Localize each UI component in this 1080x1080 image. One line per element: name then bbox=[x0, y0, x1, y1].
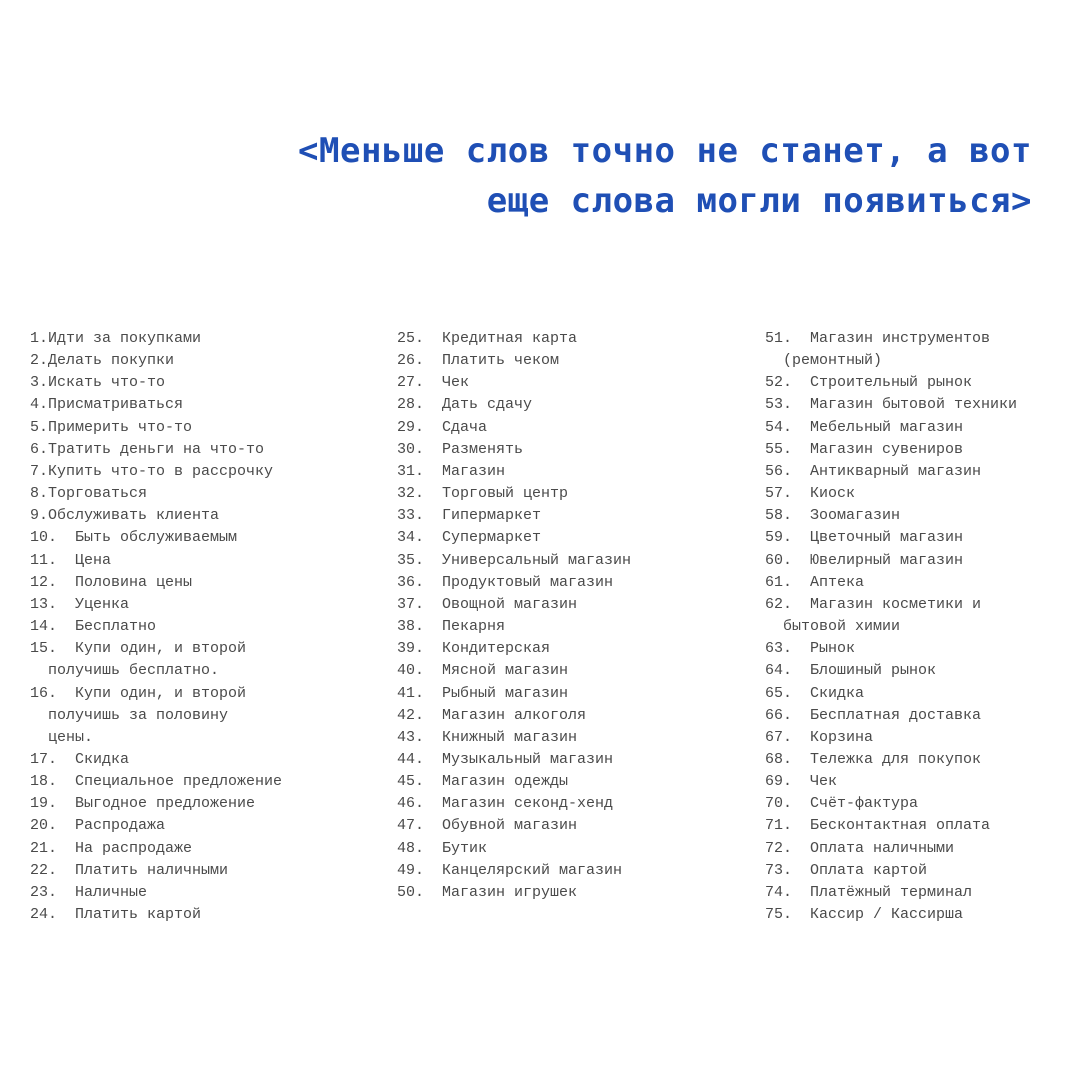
list-item-text: 7.Купить что-то в рассрочку bbox=[30, 462, 274, 480]
list-item-text: 58. Зоомагазин bbox=[765, 507, 901, 525]
list-item bbox=[397, 815, 737, 837]
list-item bbox=[765, 328, 1065, 372]
list-item-text: 15. Купи один, и второй bbox=[30, 640, 247, 658]
list-item-text: 30. Разменять bbox=[397, 440, 524, 458]
list-item-text: 44. Музыкальный магазин bbox=[397, 750, 614, 768]
list-item bbox=[30, 683, 370, 749]
list-item bbox=[397, 417, 737, 439]
list-item-text: 36. Продуктовый магазин bbox=[397, 573, 614, 591]
list-item bbox=[397, 328, 737, 350]
list-item bbox=[765, 705, 1065, 727]
list-item bbox=[397, 727, 737, 749]
list-item-text: 20. Распродажа bbox=[30, 817, 166, 835]
list-item-text: 43. Книжный магазин bbox=[397, 728, 578, 746]
list-item-text: 32. Торговый центр bbox=[397, 485, 569, 503]
list-item bbox=[765, 683, 1065, 705]
list-item bbox=[30, 550, 370, 572]
list-item-text: 28. Дать сдачу bbox=[397, 396, 533, 414]
list-item bbox=[30, 372, 370, 394]
list-item bbox=[765, 439, 1065, 461]
list-item bbox=[30, 838, 370, 860]
list-item-text: 29. Сдача bbox=[397, 418, 488, 436]
list-item bbox=[30, 572, 370, 594]
list-item-text: 51. Магазин инструментов bbox=[765, 330, 991, 347]
list-item-text: 22. Платить наличными bbox=[30, 861, 229, 879]
list-item bbox=[765, 372, 1065, 394]
list-item-text: 31. Магазин bbox=[397, 462, 506, 480]
list-item-text: 47. Обувной магазин bbox=[397, 817, 578, 835]
list-item bbox=[30, 527, 370, 549]
list-item-text-continuation: бытовой химии bbox=[765, 618, 901, 636]
list-item bbox=[397, 638, 737, 660]
list-item bbox=[30, 394, 370, 416]
list-item bbox=[397, 860, 737, 882]
list-item bbox=[30, 815, 370, 837]
list-item-text: 48. Бутик bbox=[397, 839, 488, 857]
list-item bbox=[397, 394, 737, 416]
list-item bbox=[30, 882, 370, 904]
list-item-text: 67. Корзина bbox=[765, 728, 874, 746]
list-item-text: 14. Бесплатно bbox=[30, 618, 157, 636]
list-item bbox=[397, 838, 737, 860]
list-item-text: 50. Магазин игрушек bbox=[397, 883, 578, 901]
list-item-text: 40. Мясной магазин bbox=[397, 662, 569, 680]
list-item bbox=[765, 727, 1065, 749]
list-item bbox=[765, 594, 1065, 638]
list-item bbox=[30, 771, 370, 793]
list-item-text: 13. Уценка bbox=[30, 595, 130, 613]
list-item-text: 4.Присматриваться bbox=[30, 396, 184, 414]
list-item bbox=[397, 505, 737, 527]
list-item bbox=[765, 749, 1065, 771]
list-item-text: 66. Бесплатная доставка bbox=[765, 706, 982, 724]
list-item-text: 16. Купи один, и второй bbox=[30, 684, 247, 702]
list-item-text: 71. Бесконтактная оплата bbox=[765, 817, 991, 835]
list-item-text: 56. Антикварный магазин bbox=[765, 462, 982, 480]
list-item-text: 42. Магазин алкоголя bbox=[397, 706, 587, 724]
list-item bbox=[765, 505, 1065, 527]
list-item bbox=[765, 771, 1065, 793]
list-item bbox=[30, 638, 370, 682]
list-item-text: 3.Искать что-то bbox=[30, 374, 166, 392]
list-item-text: 69. Чек bbox=[765, 773, 838, 791]
list-item bbox=[765, 638, 1065, 660]
list-item-text: 72. Оплата наличными bbox=[765, 839, 955, 857]
list-item-text: 18. Специальное предложение bbox=[30, 773, 283, 791]
list-item-text: 54. Мебельный магазин bbox=[765, 418, 964, 436]
list-item-text-continuation: получишь за половину bbox=[30, 706, 229, 724]
list-item-text: 68. Тележка для покупок bbox=[765, 750, 982, 768]
list-item bbox=[397, 683, 737, 705]
list-item bbox=[397, 461, 737, 483]
list-item bbox=[397, 483, 737, 505]
list-item-text: 5.Примерить что-то bbox=[30, 418, 193, 436]
list-item bbox=[765, 838, 1065, 860]
list-item-text: 46. Магазин секонд-хенд bbox=[397, 795, 614, 813]
list-item-text: 45. Магазин одежды bbox=[397, 773, 569, 791]
list-item bbox=[30, 505, 370, 527]
list-item bbox=[397, 705, 737, 727]
list-item-text: 37. Овощной магазин bbox=[397, 595, 578, 613]
list-item bbox=[30, 749, 370, 771]
list-item bbox=[397, 749, 737, 771]
list-item bbox=[765, 793, 1065, 815]
list-item-text: 12. Половина цены bbox=[30, 573, 193, 591]
list-item-text: 41. Рыбный магазин bbox=[397, 684, 569, 702]
heading-line-1: <Меньше слов точно не станет, а вот bbox=[298, 131, 1032, 171]
list-item bbox=[30, 594, 370, 616]
heading-line-2: еще слова могли появиться> bbox=[486, 181, 1032, 221]
list-item-text-continuation: цены. bbox=[30, 728, 94, 746]
list-item-text: 2.Делать покупки bbox=[30, 352, 175, 370]
list-item-text: 34. Супермаркет bbox=[397, 529, 542, 547]
list-item-text: 1.Идти за покупками bbox=[30, 330, 202, 347]
list-item bbox=[397, 439, 737, 461]
list-item-text: 25. Кредитная карта bbox=[397, 330, 578, 347]
list-item-text: 70. Счёт-фактура bbox=[765, 795, 919, 813]
list-item bbox=[397, 350, 737, 372]
list-item bbox=[30, 417, 370, 439]
list-item bbox=[397, 660, 737, 682]
list-item bbox=[765, 882, 1065, 904]
list-item bbox=[397, 882, 737, 904]
list-item-text: 17. Скидка bbox=[30, 750, 130, 768]
list-item bbox=[30, 461, 370, 483]
list-item-text: 10. Быть обслуживаемым bbox=[30, 529, 238, 547]
list-item-text: 9.Обслуживать клиента bbox=[30, 507, 220, 525]
list-item bbox=[765, 527, 1065, 549]
word-list-column-3 bbox=[765, 328, 1065, 926]
list-item bbox=[765, 660, 1065, 682]
list-item bbox=[30, 439, 370, 461]
list-item-text: 59. Цветочный магазин bbox=[765, 529, 964, 547]
page-heading bbox=[212, 126, 1032, 226]
list-item-text: 55. Магазин сувениров bbox=[765, 440, 964, 458]
list-item-text-continuation: (ремонтный) bbox=[765, 352, 883, 370]
list-item bbox=[765, 904, 1065, 926]
list-item bbox=[397, 372, 737, 394]
list-item-text: 27. Чек bbox=[397, 374, 470, 392]
list-item-text: 24. Платить картой bbox=[30, 906, 202, 924]
word-list-column-2 bbox=[397, 328, 737, 904]
list-item bbox=[765, 483, 1065, 505]
list-item-text: 64. Блошиный рынок bbox=[765, 662, 937, 680]
list-item-text: 62. Магазин косметики и bbox=[765, 595, 982, 613]
list-item-text: 33. Гипермаркет bbox=[397, 507, 542, 525]
list-item bbox=[765, 550, 1065, 572]
list-item bbox=[765, 417, 1065, 439]
list-item bbox=[397, 572, 737, 594]
list-item-text: 52. Строительный рынок bbox=[765, 374, 973, 392]
list-item-text: 75. Кассир / Кассирша bbox=[765, 906, 964, 924]
list-item-text: 6.Тратить деньги на что-то bbox=[30, 440, 265, 458]
list-item-text: 26. Платить чеком bbox=[397, 352, 560, 370]
list-item bbox=[765, 860, 1065, 882]
list-item-text: 49. Канцелярский магазин bbox=[397, 861, 623, 879]
list-item bbox=[765, 394, 1065, 416]
list-item-text-continuation: получишь бесплатно. bbox=[30, 662, 220, 680]
list-item-text: 23. Наличные bbox=[30, 883, 148, 901]
list-item-text: 73. Оплата картой bbox=[765, 861, 928, 879]
list-item bbox=[397, 616, 737, 638]
list-item-text: 53. Магазин бытовой техники bbox=[765, 396, 1018, 414]
list-item-text: 11. Цена bbox=[30, 551, 112, 569]
list-item-text: 57. Киоск bbox=[765, 485, 856, 503]
list-item-text: 39. Кондитерская bbox=[397, 640, 551, 658]
list-item-text: 38. Пекарня bbox=[397, 618, 506, 636]
list-item bbox=[30, 860, 370, 882]
list-item bbox=[765, 572, 1065, 594]
list-item bbox=[765, 461, 1065, 483]
list-item bbox=[30, 350, 370, 372]
list-item-text: 74. Платёжный терминал bbox=[765, 883, 973, 901]
list-item-text: 8.Торговаться bbox=[30, 485, 148, 503]
list-item bbox=[30, 793, 370, 815]
list-item-text: 63. Рынок bbox=[765, 640, 856, 658]
word-list-column-1 bbox=[30, 328, 370, 926]
list-item bbox=[30, 483, 370, 505]
list-item-text: 19. Выгодное предложение bbox=[30, 795, 256, 813]
list-item bbox=[30, 616, 370, 638]
list-item-text: 60. Ювелирный магазин bbox=[765, 551, 964, 569]
list-item-text: 21. На распродаже bbox=[30, 839, 193, 857]
list-item bbox=[397, 771, 737, 793]
list-item bbox=[30, 904, 370, 926]
list-item bbox=[397, 550, 737, 572]
list-item-text: 35. Универсальный магазин bbox=[397, 551, 632, 569]
list-item-text: 65. Скидка bbox=[765, 684, 865, 702]
list-item bbox=[397, 594, 737, 616]
list-item-text: 61. Аптека bbox=[765, 573, 865, 591]
list-item bbox=[397, 527, 737, 549]
list-item bbox=[397, 793, 737, 815]
list-item bbox=[765, 815, 1065, 837]
list-item bbox=[30, 328, 370, 350]
